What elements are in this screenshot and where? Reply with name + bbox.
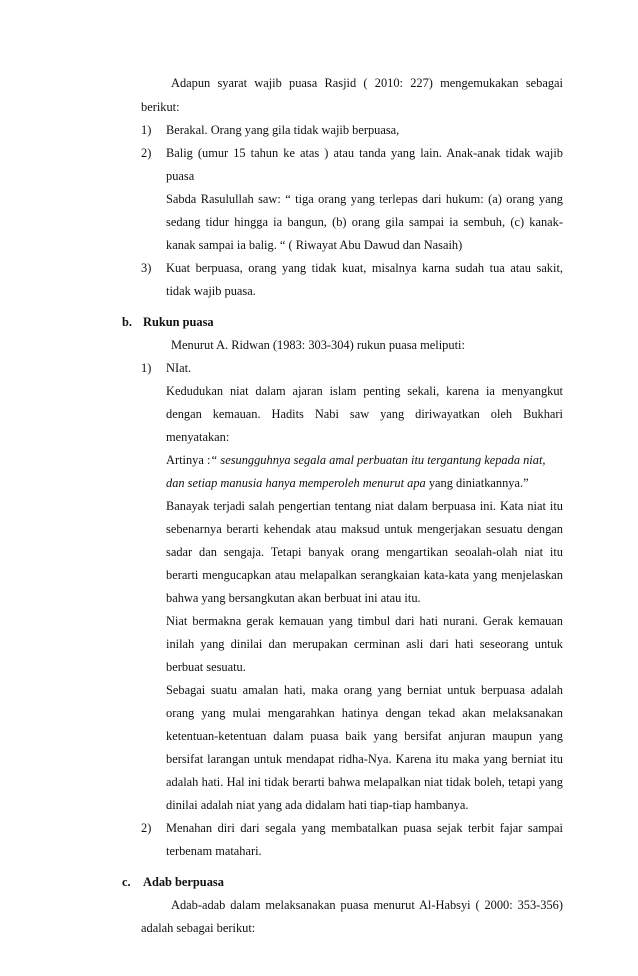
paragraph-line: Niat bermakna gerak kemauan yang timbul dari hati nurani. Gerak kemauan (166, 614, 563, 628)
artinya-line (166, 475, 529, 491)
artinya-quote-end: yang diniatkannya.” (425, 476, 529, 490)
list-item-number: 1) (141, 361, 152, 375)
list-item-text: Balig (umur 15 tahun ke atas ) atau tanda yang lain. Anak-anak tidak wajib (166, 146, 563, 160)
paragraph-line: menyatakan: (166, 430, 230, 444)
paragraph-line: sadar dan sengaja. Tetapi banyak orang mengartikan seoalah-olah niat itu (166, 545, 563, 559)
intro-line-1: Adapun syarat wajib puasa Rasjid ( 2010: 227) mengemukakan sebagai (171, 76, 563, 90)
paragraph-line: inilah yang dinilai dan merupakan cerminan asli dari hati seseorang untuk (166, 637, 563, 651)
hadith-line: Sabda Rasulullah saw: “ tiga orang yang terlepas dari hukum: (a) orang yang (166, 192, 563, 206)
list-item-number: 2) (141, 821, 152, 835)
section-letter: c. (122, 875, 131, 889)
list-item-text: Berakal. Orang yang gila tidak wajib berpuasa, (166, 123, 400, 137)
hadith-line: sedang tidur hingga ia bangun, (b) orang gila sampai ia sembuh, (c) kanak- (166, 215, 563, 229)
hadith-line: kanak sampai ia balig. “ ( Riwayat Abu Dawud dan Nasaih) (166, 238, 463, 252)
paragraph-line: sebenarnya berarti kehendak atau maksud untuk mengerjakan sesuatu dengan (166, 522, 563, 536)
intro-line-2: berikut: (141, 100, 180, 114)
section-paragraph-line: Adab-adab dalam melaksanakan puasa menurut Al-Habsyi ( 2000: 353-356) (171, 898, 563, 912)
paragraph-line: Kedudukan niat dalam ajaran islam penting sekali, karena ia menyangkut (166, 384, 563, 398)
section-heading: Rukun puasa (143, 315, 214, 329)
artinya-quote: “ sesungguhnya segala amal perbuatan itu tergantung kepada niat, (210, 453, 546, 467)
paragraph-line: berbuat sesuatu. (166, 660, 246, 674)
list-item-number: 2) (141, 146, 152, 160)
paragraph-line: bahwa yang bersangkutan akan berbuat ini atau itu. (166, 591, 421, 605)
list-item-number: 1) (141, 123, 152, 137)
section-paragraph-line: adalah sebagai berikut: (141, 921, 256, 935)
list-item-text: puasa (166, 169, 195, 183)
paragraph-line: Sebagai suatu amalan hati, maka orang yang berniat untuk berpuasa adalah (166, 683, 563, 697)
paragraph-line: Banayak terjadi salah pengertian tentang niat dalam berpuasa ini. Kata niat itu (166, 499, 563, 513)
list-item-text: terbenam matahari. (166, 844, 262, 858)
paragraph-line: dinilai adalah niat yang ada didalam hati tiap-tiap hambanya. (166, 798, 469, 812)
section-intro: Menurut A. Ridwan (1983: 303-304) rukun puasa meliputi: (171, 338, 465, 352)
paragraph-line: berarti mengucapkan atau melapalkan serangkaian kata-kata yang menjelaskan (166, 568, 563, 582)
list-item-number: 3) (141, 261, 152, 275)
list-item-text: Kuat berpuasa, orang yang tidak kuat, misalnya karna sudah tua atau sakit, (166, 261, 563, 275)
list-item-text: tidak wajib puasa. (166, 284, 256, 298)
paragraph-line: bersifat larangan untuk mendapat ridha-Nya. Karena itu maka yang berniat itu (166, 752, 563, 766)
paragraph-line: dengan kemauan. Hadits Nabi saw yang diriwayatkan oleh Bukhari (166, 407, 563, 421)
paragraph-line: ketentuan-ketentuan dalam puasa baik yang bersifat anjuran maupun yang (166, 729, 563, 743)
list-item-title: NIat. (166, 361, 192, 375)
list-item-text: Menahan diri dari segala yang membatalkan puasa sejak terbit fajar sampai (166, 821, 563, 835)
artinya-label: Artinya : (166, 453, 211, 467)
paragraph-line: adalah hati. Hal ini tidak berarti bahwa melapalkan niat tidak boleh, tetapi yang (166, 775, 563, 789)
section-heading: Adab berpuasa (143, 875, 224, 889)
section-letter: b. (122, 315, 132, 329)
artinya-quote: dan setiap manusia hanya memperoleh menurut apa (166, 476, 426, 490)
paragraph-line: orang yang mulai mengarahkan hatinya dengan tekad akan melaksanakan (166, 706, 563, 720)
artinya-line (166, 452, 563, 468)
